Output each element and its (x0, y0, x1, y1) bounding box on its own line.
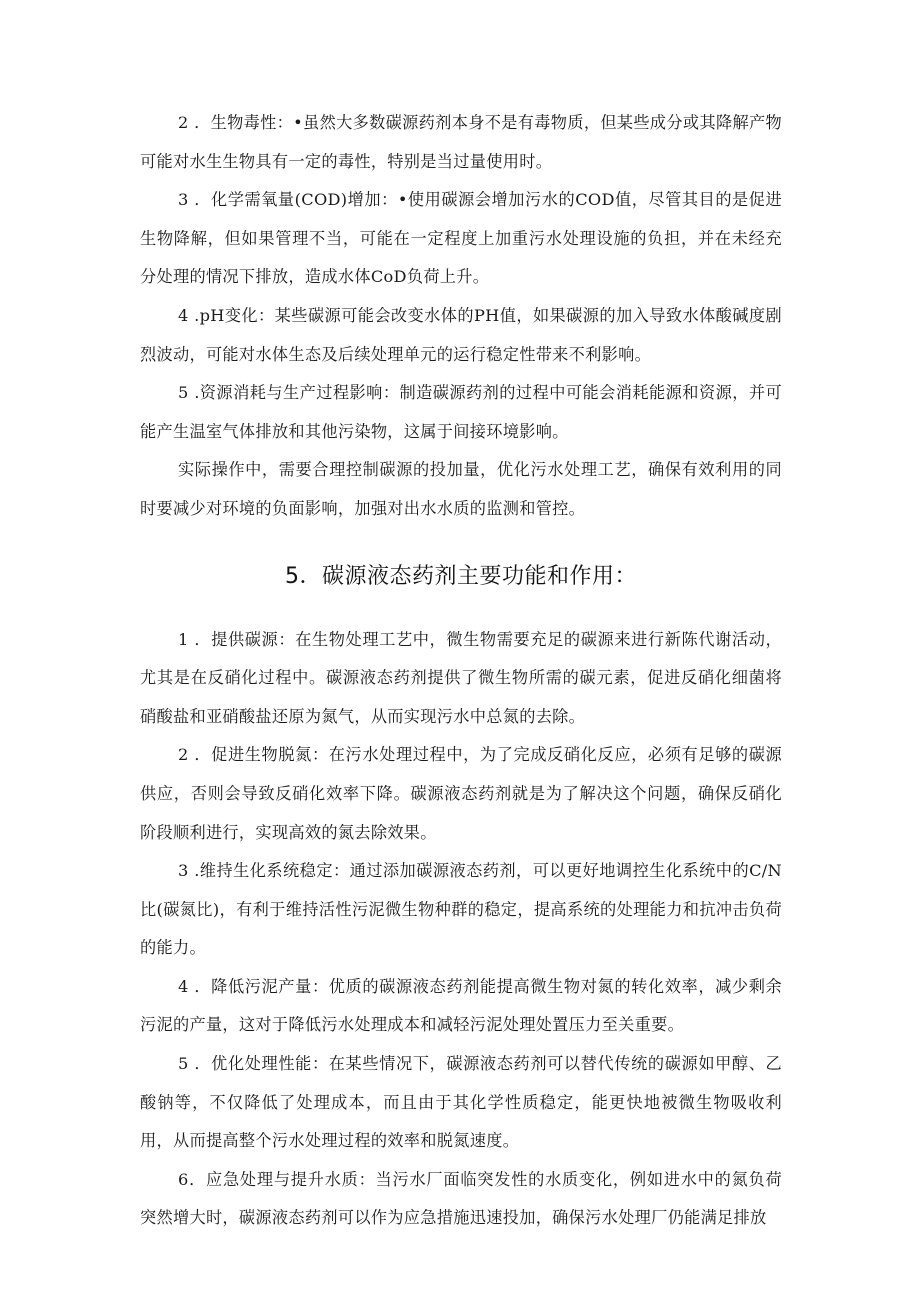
paragraph-system-stability: 3 .维持生化系统稳定：通过添加碳源液态药剂，可以更好地调控生化系统中的C/N比(碳氮比)，有利于维持活性污泥微生物种群的稳定，提高系统的处理能力和抗冲击负荷的能力。 (140, 861, 782, 958)
paragraph-practical-operation: 实际操作中，需要合理控制碳源的投加量，优化污水处理工艺，确保有效利用的同时要减少对环境的负面影响，加强对出水水质的监测和管控。 (140, 460, 782, 518)
paragraph-emergency-treatment: 6．应急处理与提升水质：当污水厂面临突发性的水质变化，例如进水中的氮负荷突然增大时，碳源液态药剂可以作为应急措施迅速投加，确保污水处理厂仍能满足排放 (140, 1169, 782, 1228)
document-body (140, 104, 782, 1238)
paragraph-denitrification: 2 ．促进生物脱氮：在污水处理过程中，为了完成反硝化反应，必须有足够的碳源供应，否则会导致反硝化效率下降。碳源液态药剂就是为了解决这个问题，确保反硝化阶段顺利进行，实现高效的氮去除效果。 (140, 745, 782, 842)
paragraph-sludge-reduction: 4 ．降低污泥产量：优质的碳源液态药剂能提高微生物对氮的转化效率，减少剩余污泥的产量，这对于降低污水处理成本和减轻污泥处理处置压力至关重要。 (140, 976, 782, 1035)
paragraph-ph-change: 4 .pH变化：某些碳源可能会改变水体的PH值，如果碳源的加入导致水体酸碱度剧烈波动，可能对水体生态及后续处理单元的运行稳定性带来不利影响。 (140, 305, 782, 364)
section-heading: 5．碳源液态药剂主要功能和作用： (285, 563, 637, 589)
paragraph-resource-consumption: 5 .资源消耗与生产过程影响：制造碳源药剂的过程中可能会消耗能源和资源，并可能产生温室气体排放和其他污染物，这属于间接环境影响。 (140, 383, 782, 441)
paragraph-cod-increase: 3 ．化学需氧量(COD)增加：•使用碳源会增加污水的COD值，尽管其目的是促进生物降解，但如果管理不当，可能在一定程度上加重污水处理设施的负担，并在未经充分处理的情况下排放，造成水体CoD负荷上升。 (140, 190, 782, 287)
paragraph-provide-carbon: 1 ．提供碳源：在生物处理工艺中，微生物需要充足的碳源来进行新陈代谢活动，尤其是在反硝化过程中。碳源液态药剂提供了微生物所需的碳元素，促进反硝化细菌将硝酸盐和亚硝酸盐还原为氮气，从而实现污水中总氮的去除。 (140, 629, 782, 726)
paragraph-biotoxicity: 2 ．生物毒性：•虽然大多数碳源药剂本身不是有毒物质，但某些成分或其降解产物可能对水生生物具有一定的毒性，特别是当过量使用时。 (140, 113, 782, 171)
paragraph-optimize-performance: 5 ．优化处理性能：在某些情况下，碳源液态药剂可以替代传统的碳源如甲醇、乙酸钠等，不仅降低了处理成本，而且由于其化学性质稳定，能更快地被微生物吸收利用，从而提高整个污水处理过程的效率和脱氮速度。 (140, 1054, 782, 1151)
